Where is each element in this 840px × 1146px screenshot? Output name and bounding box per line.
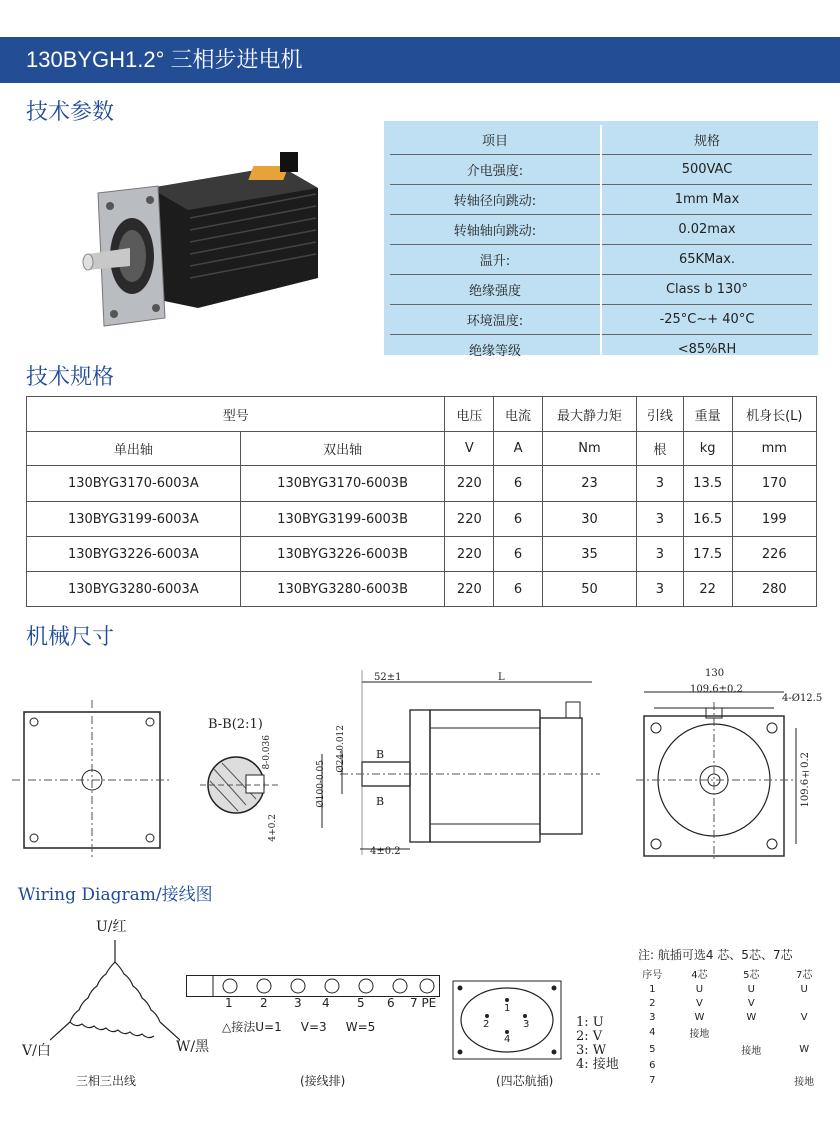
params-value: -25°C~+ 40°C (601, 305, 812, 335)
plug-legend-item: 4: 接地 (576, 1057, 619, 1072)
note-cell: V (800, 1011, 808, 1023)
note-cell: 6 (649, 1059, 656, 1071)
spec-cell: 16.5 (683, 502, 732, 537)
spec-cell: 3 (637, 572, 684, 607)
spec-table (26, 396, 817, 607)
note-cell: U (695, 983, 704, 995)
phase-w-label: W/黑 (176, 1039, 210, 1055)
spec-cell: 6 (494, 537, 543, 572)
note-cell (673, 1058, 727, 1072)
params-row (390, 305, 812, 335)
params-row (390, 155, 812, 185)
terminal-number: 5 (357, 996, 365, 1010)
dim-shaft-length: 52±1 (374, 672, 402, 683)
note-cell (673, 1041, 727, 1058)
params-item: 转轴轴向跳动: (390, 215, 601, 245)
spec-cell: 23 (542, 466, 636, 502)
delta-caption: 三相三出线 (76, 1074, 137, 1088)
dim-shaft-diameter: Ø24-0.012 (336, 725, 346, 773)
note-cell (776, 1058, 832, 1072)
note-header: 7芯 (795, 970, 813, 981)
params-value: 500VAC (601, 155, 812, 185)
dim-body-length: L (498, 672, 505, 683)
note-cell: 接地 (741, 1046, 762, 1057)
params-item: 环境温度: (390, 305, 601, 335)
params-table (384, 121, 818, 359)
note-cell: 2 (649, 997, 656, 1009)
dim-flange-thickness: 4±0.2 (370, 846, 401, 857)
note-row (632, 1041, 832, 1058)
spec-cell: 17.5 (683, 537, 732, 572)
params-value: 65KMax. (601, 245, 812, 275)
section-heading-wiring: Wiring Diagram/接线图 (18, 885, 213, 905)
section-mark-b: B (376, 748, 385, 761)
spec-header-voltage: 电压 (445, 397, 494, 432)
note-row (632, 1024, 832, 1041)
flange-front-drawing (12, 700, 172, 860)
spec-cell: 130BYG3170-6003B (240, 466, 445, 502)
plug-note-table (632, 965, 832, 1089)
spec-unit: kg (683, 432, 732, 466)
note-cell: W (746, 1011, 757, 1023)
section-heading-params: 技术参数 (26, 100, 115, 125)
plug-caption: (四芯航插) (496, 1074, 554, 1088)
terminal-number: 7 PE (410, 996, 437, 1010)
note-cell: W (799, 1044, 810, 1055)
params-row (390, 245, 812, 275)
bb-section-label: B-B(2:1) (208, 717, 263, 732)
plug-pin-label: 2 (483, 1019, 490, 1030)
terminal-number: 6 (387, 996, 395, 1010)
spec-cell: 220 (445, 466, 494, 502)
params-value: 1mm Max (601, 185, 812, 215)
params-row (390, 185, 812, 215)
spec-unit: A (494, 432, 543, 466)
section-heading-dims: 机械尺寸 (26, 625, 115, 650)
spec-row (27, 572, 817, 607)
params-item: 介电强度: (390, 155, 601, 185)
spec-cell: 6 (494, 572, 543, 607)
note-cell: W (694, 1011, 705, 1023)
note-cell: U (747, 983, 755, 995)
params-row (390, 275, 812, 305)
terminal-number: 4 (322, 996, 330, 1010)
side-view-drawing (300, 670, 620, 855)
params-row (390, 215, 812, 245)
note-cell (776, 996, 832, 1010)
note-header: 序号 (642, 970, 663, 981)
plug-legend (576, 1016, 619, 1072)
spec-cell: 3 (637, 537, 684, 572)
note-cell: 7 (649, 1075, 656, 1086)
delta-winding-diagram (50, 940, 180, 1050)
note-cell: 5 (649, 1044, 656, 1055)
note-row (632, 996, 832, 1010)
params-value: Class b 130° (601, 275, 812, 305)
spec-header-weight: 重量 (683, 397, 732, 432)
spec-cell: 130BYG3280-6003A (27, 572, 241, 607)
spec-cell: 130BYG3170-6003A (27, 466, 241, 502)
spec-header-single: 单出轴 (27, 432, 241, 466)
dim-keyway-width: 8-0.036 (262, 735, 272, 770)
note-cell: 1 (649, 983, 656, 995)
params-item: 转轴径向跳动: (390, 185, 601, 215)
spec-cell: 220 (445, 572, 494, 607)
note-cell: 接地 (794, 1077, 815, 1088)
params-value: <85%RH (677, 342, 737, 357)
spec-unit: V (445, 432, 494, 466)
spec-cell: 22 (683, 572, 732, 607)
plug-pin-label: 3 (523, 1019, 530, 1030)
note-cell: 3 (649, 1011, 656, 1023)
spec-row (27, 466, 817, 502)
note-cell (726, 1058, 776, 1072)
spec-cell: 130BYG3226-6003B (240, 537, 445, 572)
plug-pin-label: 4 (504, 1034, 511, 1045)
spec-cell: 220 (445, 502, 494, 537)
params-item: 绝缘强度 (390, 275, 601, 305)
spec-cell: 130BYG3226-6003A (27, 537, 241, 572)
spec-cell: 130BYG3199-6003B (240, 502, 445, 537)
params-item: 绝缘等级 (390, 335, 601, 365)
spec-header-torque: 最大静力矩 (542, 397, 636, 432)
spec-cell: 6 (494, 466, 543, 502)
note-cell (776, 1024, 832, 1041)
note-cell: U (800, 983, 808, 995)
spec-header-double: 双出轴 (240, 432, 445, 466)
dim-hole-spacing: 109.6±0.2 (690, 684, 743, 695)
spec-cell: 199 (732, 502, 816, 537)
spec-cell: 30 (542, 502, 636, 537)
section-heading-specs: 技术规格 (26, 365, 115, 390)
dim-pilot-diameter: Ø100-0.05 (316, 760, 326, 808)
params-row (390, 335, 812, 365)
terminal-numbers (222, 996, 462, 1012)
spec-cell: 13.5 (683, 466, 732, 502)
spec-cell: 35 (542, 537, 636, 572)
motor-photo (80, 148, 330, 333)
terminal-strip (186, 975, 440, 997)
spec-cell: 280 (732, 572, 816, 607)
plug-note-title: 注: 航插可选4 芯、5芯、7芯 (638, 948, 793, 962)
spec-cell: 130BYG3280-6003B (240, 572, 445, 607)
spec-cell: 226 (732, 537, 816, 572)
note-cell: V (695, 997, 703, 1009)
note-row (632, 1072, 832, 1089)
params-header-spec: 规格 (601, 125, 812, 155)
spec-unit: 根 (637, 432, 684, 466)
params-header-item: 项目 (390, 125, 601, 155)
spec-header-length: 机身长(L) (732, 397, 816, 432)
spec-header-current: 电流 (494, 397, 543, 432)
page-title: 130BYGH1.2° 三相步进电机 (0, 37, 840, 83)
spec-cell: 3 (637, 466, 684, 502)
plug-legend-item: 1: U (576, 1015, 604, 1030)
dim-mount-holes: 4-Ø12.5 (782, 693, 823, 704)
section-mark-b: B (376, 795, 385, 808)
note-row (632, 1058, 832, 1072)
params-value: 0.02max (601, 215, 812, 245)
spec-unit: Nm (542, 432, 636, 466)
terminal-note: △接法U=1 V=3 W=5 (222, 1020, 376, 1034)
note-cell (673, 1072, 727, 1089)
dim-keyway-depth: 4+0.2 (268, 814, 278, 842)
note-header: 5芯 (743, 970, 760, 981)
dim-hole-spacing-vertical: 109.6±0.2 (800, 752, 811, 808)
note-header: 4芯 (691, 970, 708, 981)
spec-cell: 50 (542, 572, 636, 607)
spec-header-leads: 引线 (637, 397, 684, 432)
note-cell (726, 1072, 776, 1089)
note-cell: 4 (649, 1027, 656, 1038)
note-row (632, 1010, 832, 1024)
note-cell (726, 1024, 776, 1041)
note-row (632, 982, 832, 996)
terminal-caption: (接线排) (300, 1074, 346, 1088)
phase-u-label: U/红 (96, 919, 127, 935)
plug-pin-label: 1 (504, 1003, 511, 1014)
spec-row (27, 502, 817, 537)
spec-cell: 6 (494, 502, 543, 537)
spec-row (27, 537, 817, 572)
dim-flange-width: 130 (705, 668, 725, 679)
spec-cell: 220 (445, 537, 494, 572)
params-item: 温升: (390, 245, 601, 275)
aviation-plug (452, 980, 562, 1060)
spec-unit: mm (732, 432, 816, 466)
plug-legend-item: 3: W (576, 1043, 607, 1058)
note-cell: V (747, 997, 755, 1009)
phase-v-label: V/白 (22, 1043, 51, 1059)
spec-cell: 170 (732, 466, 816, 502)
terminal-number: 1 (225, 996, 233, 1010)
plug-legend-item: 2: V (576, 1029, 603, 1044)
terminal-number: 3 (294, 996, 302, 1010)
spec-header-model: 型号 (27, 397, 445, 432)
spec-cell: 3 (637, 502, 684, 537)
terminal-number: 2 (260, 996, 268, 1010)
note-cell: 接地 (689, 1029, 710, 1040)
spec-cell: 130BYG3199-6003A (27, 502, 241, 537)
